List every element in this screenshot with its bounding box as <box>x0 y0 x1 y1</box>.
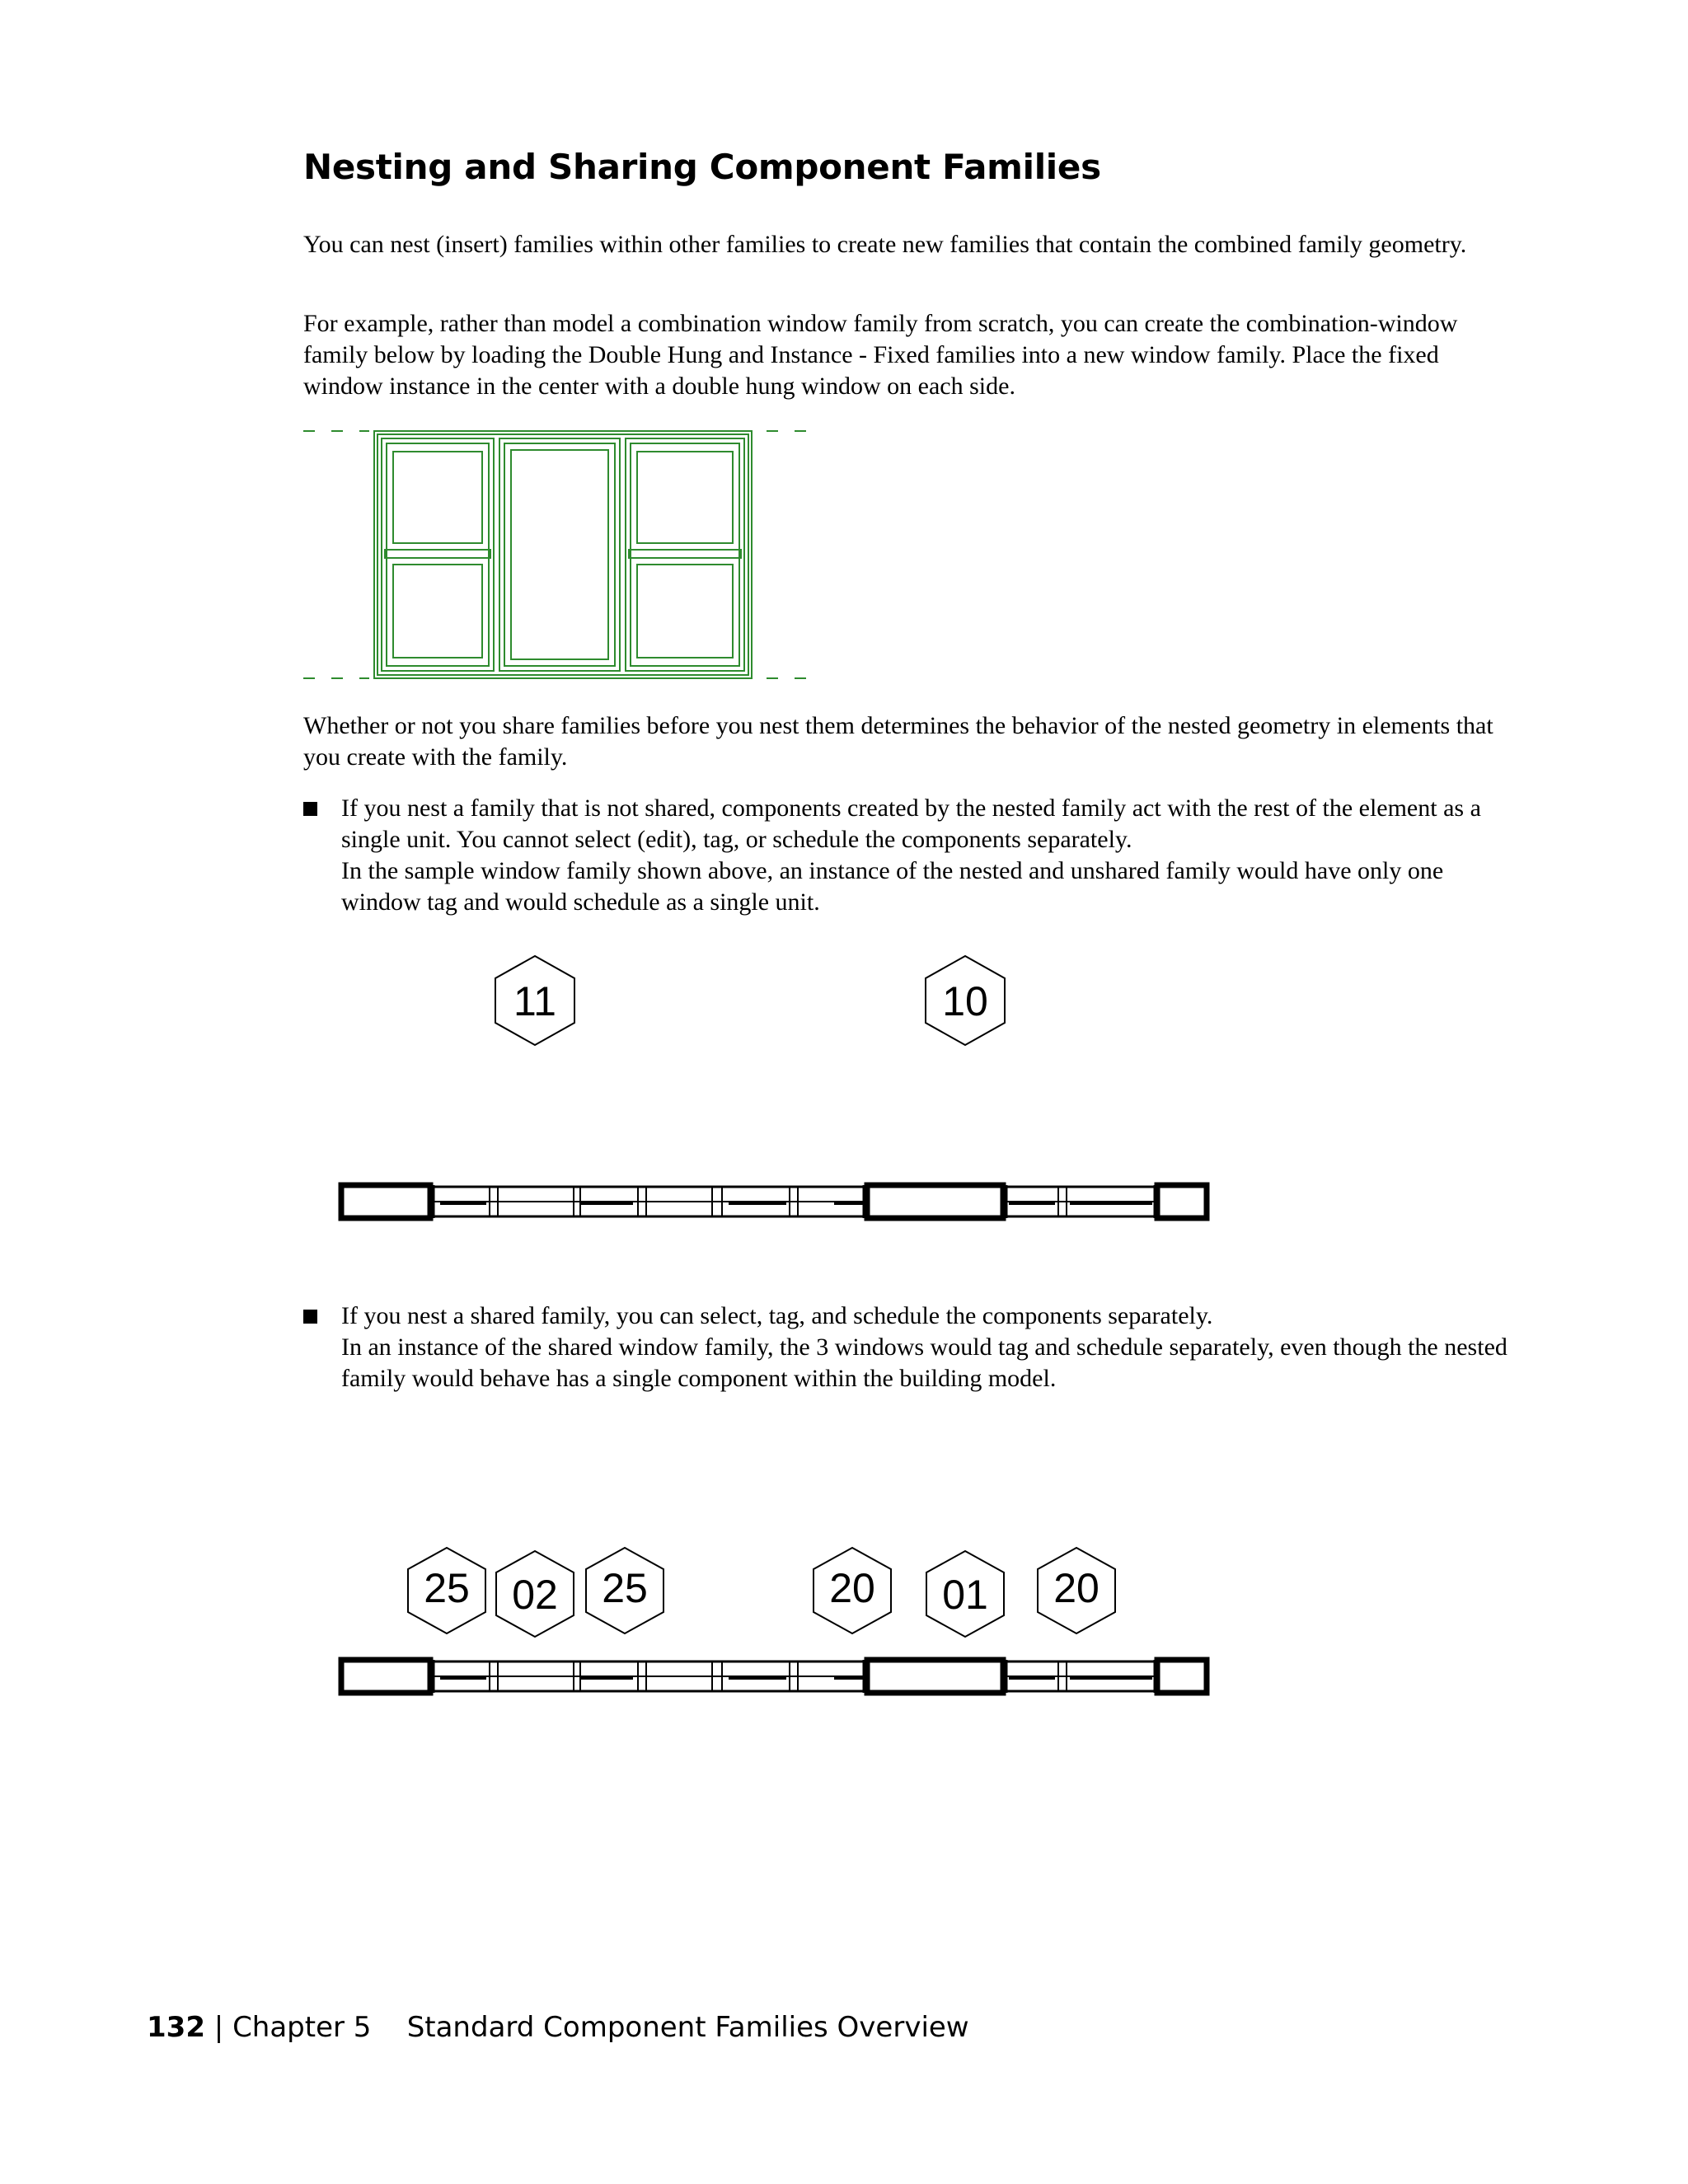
combination-window-elevation <box>303 424 823 684</box>
tag-label: 01 <box>942 1572 988 1618</box>
wall-segment <box>1157 1185 1207 1218</box>
page-number: 132 <box>147 2011 205 2044</box>
wall-plan <box>341 1660 1207 1693</box>
shared-plan-figure <box>341 1543 1207 1708</box>
bullet-line: If you nest a shared family, you can select, tag, and schedule the components separately. <box>341 1302 1213 1329</box>
reference-dashes <box>303 431 806 678</box>
window-tag <box>926 1551 1004 1637</box>
wall-segment <box>867 1660 1003 1693</box>
tag-label: 11 <box>513 978 556 1024</box>
window-tag <box>814 1548 891 1633</box>
bullet-square-icon <box>303 802 317 816</box>
intro-paragraph: You can nest (insert) families within other families to create new families that contain the combined family geometry. <box>303 231 1467 258</box>
window-tag <box>586 1548 663 1633</box>
sharing-paragraph: Whether or not you share families before you nest them determines the behavior of the nested geometry in elements that you create with the family. <box>303 712 1493 771</box>
wall-plan <box>341 1185 1207 1218</box>
unshared-plan-figure <box>341 956 1207 1228</box>
footer-spacer <box>380 2011 398 2044</box>
page-footer <box>147 2011 969 2044</box>
window-tag <box>1038 1548 1115 1633</box>
tag-label: 02 <box>512 1572 558 1618</box>
wall-segment <box>341 1660 430 1693</box>
window-tag <box>495 956 574 1045</box>
section-heading: Nesting and Sharing Component Families <box>303 147 1101 187</box>
window-tag <box>926 956 1005 1045</box>
bullet-text <box>341 793 1523 918</box>
bullet-line: In an instance of the shared window family, the 3 windows would tag and schedule separately, even though the nested family would behave has a single component within the building model. <box>341 1333 1507 1392</box>
footer-separator: | <box>213 2011 233 2044</box>
wall-segment <box>867 1185 1003 1218</box>
window-tag <box>496 1551 574 1637</box>
bullet-text <box>341 1301 1523 1394</box>
wall-segment <box>341 1185 430 1218</box>
example-paragraph: For example, rather than model a combination window family from scratch, you can create the combination-window family below by loading the Double Hung and Instance - Fixed families into a new window family. Place the fixed window instance in the center with a double hung window on each side. <box>303 310 1458 400</box>
bullet-line: In the sample window family shown above, an instance of the nested and unshared family would have only one window tag and would schedule as a single unit. <box>341 857 1444 916</box>
window-tag <box>408 1548 485 1633</box>
tag-label: 10 <box>942 978 988 1024</box>
wall-segment <box>1157 1660 1207 1693</box>
bullet-line: If you nest a family that is not shared, components created by the nested family act with the rest of the element as a single unit. You cannot select (edit), tag, or schedule the components separately. <box>341 794 1481 853</box>
footer-chapter-title: Standard Component Families Overview <box>406 2011 969 2044</box>
tag-label: 25 <box>602 1565 648 1611</box>
tag-label: 20 <box>1053 1565 1100 1611</box>
tag-label: 25 <box>424 1565 470 1611</box>
bullet-square-icon <box>303 1310 317 1324</box>
tag-label: 20 <box>829 1565 875 1611</box>
footer-chapter: Chapter 5 <box>232 2011 372 2044</box>
